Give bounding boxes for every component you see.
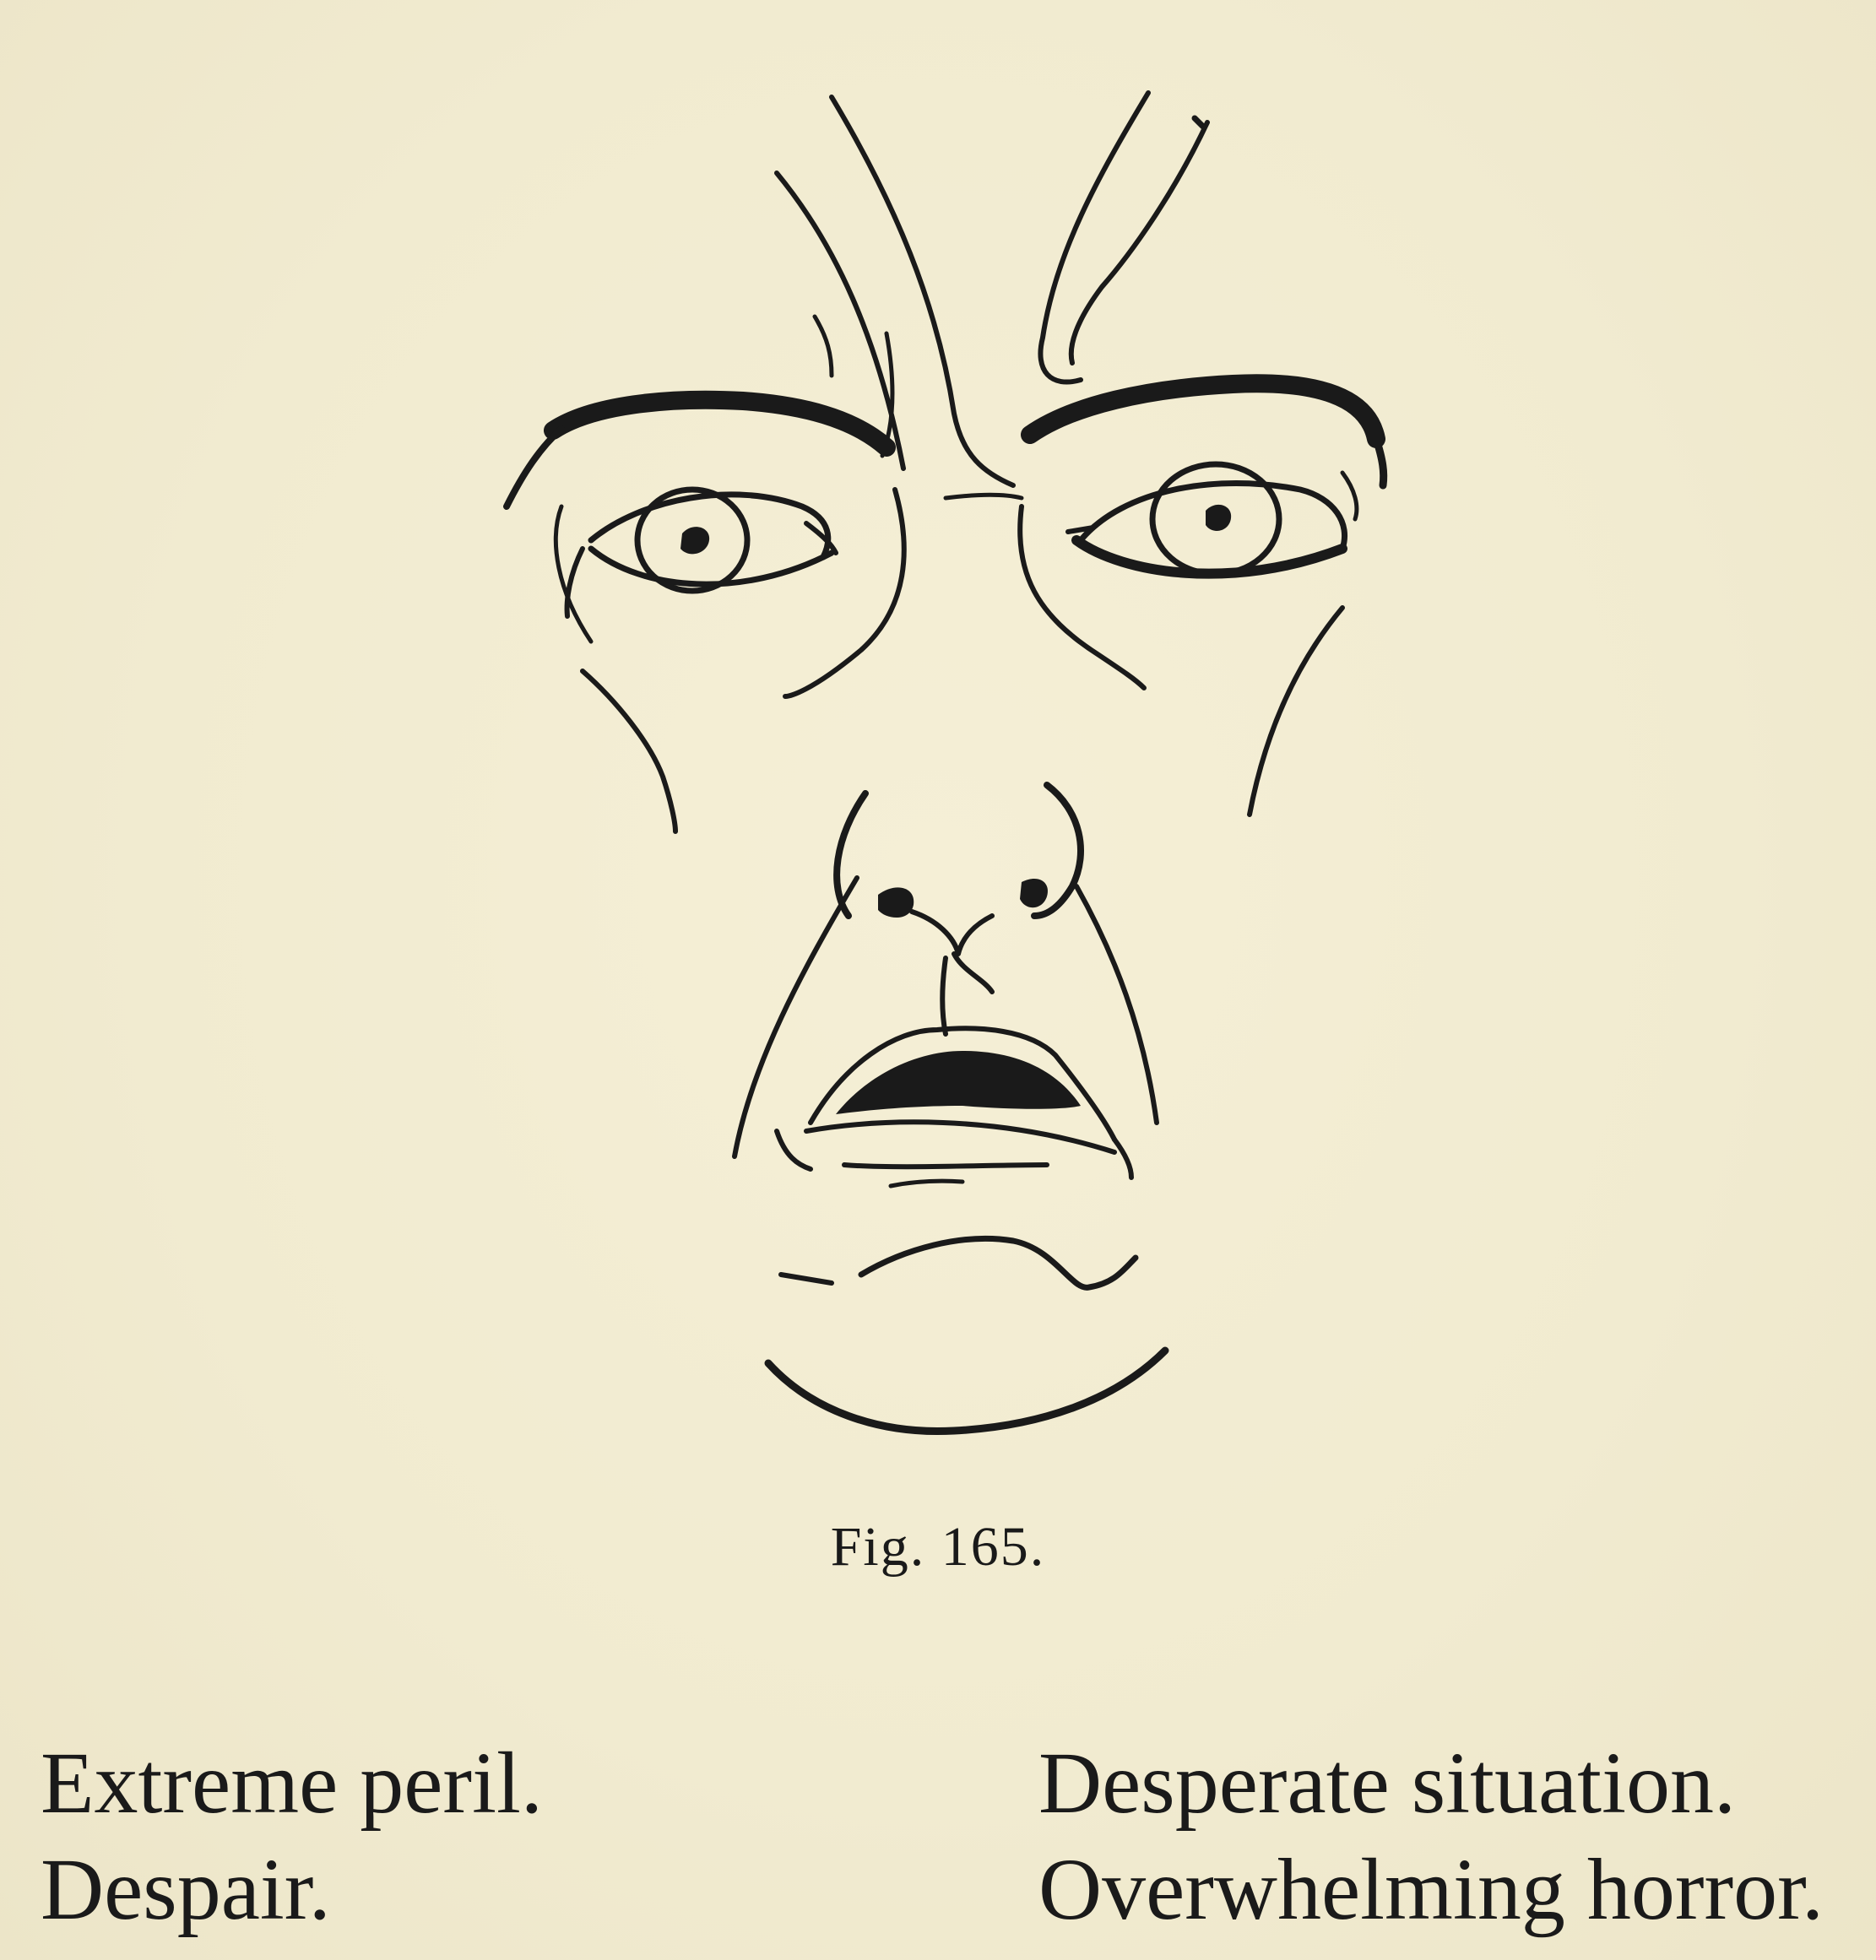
left-nasolabial-fold (735, 878, 857, 1156)
chin-left-dash (781, 1275, 832, 1283)
right-eyebrow-tail (1376, 439, 1384, 485)
right-eye-outer-fold (1342, 473, 1357, 519)
left-eye-corner (806, 523, 836, 553)
caption-despair: Despair. (41, 1841, 331, 1938)
brow-furrow-line (946, 495, 1022, 498)
left-cheek-line (583, 671, 675, 831)
right-eye-pupil (1206, 505, 1231, 531)
left-eye-pupil (680, 527, 709, 554)
nose-philtrum (954, 954, 992, 992)
lower-lip-line (806, 1122, 1114, 1152)
left-eye-upper-lid (591, 495, 828, 557)
right-nose-bridge-line (1020, 506, 1144, 688)
left-eye-lower-lid (591, 549, 832, 584)
right-eyebrow (1030, 383, 1376, 439)
mouth-right-corner (1114, 1140, 1131, 1178)
mouth-opening (836, 1051, 1081, 1114)
caption-desperate-situation: Desperate situation. (1038, 1735, 1736, 1832)
nose-septum (912, 912, 992, 954)
right-nostril (1020, 879, 1048, 907)
lip-lower-crease (891, 1181, 962, 1186)
caption-column-right (1038, 1730, 1824, 1943)
right-nasolabial-fold (1076, 886, 1157, 1123)
forehead-line-3 (1040, 93, 1148, 382)
left-eyebrow (553, 400, 886, 447)
mouth-left-corner (777, 1131, 811, 1169)
forehead-line-7 (1195, 118, 1203, 127)
lower-lip-curve (844, 1165, 1047, 1167)
left-nostril (878, 887, 914, 918)
forehead-line-4 (1071, 122, 1207, 363)
jaw-line (768, 1351, 1165, 1432)
caption-extreme-peril: Extreme peril. (41, 1735, 543, 1832)
figure-caption: Fig. 165. (830, 1516, 1046, 1578)
right-eye-lower-lid (1076, 540, 1342, 574)
caption-column-left (41, 1730, 543, 1943)
nose-upper-lip-line (942, 958, 946, 1034)
left-nose-bridge-line (785, 490, 904, 696)
left-eyebrow-tail (507, 429, 561, 506)
chin-upper-curve (861, 1238, 1136, 1287)
forehead-line-5 (815, 317, 832, 376)
caption-overwhelming-horror: Overwhelming horror. (1038, 1841, 1824, 1938)
right-cheek-line (1250, 608, 1342, 815)
nose-left-side (837, 793, 865, 916)
